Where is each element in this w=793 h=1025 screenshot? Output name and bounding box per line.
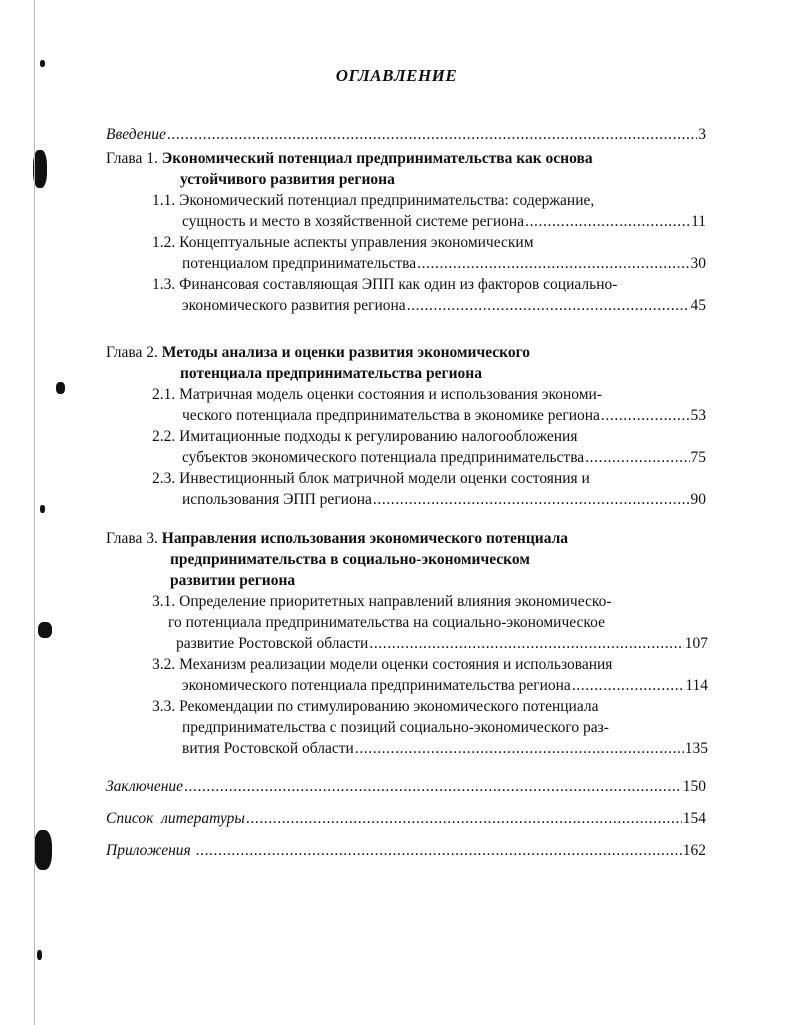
- chapter-2-heading[interactable]: [106, 342, 530, 363]
- section-text: Механизм реализации модели оценки состояния и использования: [179, 656, 613, 673]
- section-text: Матричная модель оценки состояния и использования экономи-: [179, 386, 603, 403]
- section-num: 2.3.: [152, 470, 176, 487]
- section-text: вития Ростовской области: [182, 740, 354, 757]
- chapter-title-cont: устойчивого развития региона: [180, 171, 395, 188]
- chapter-title-cont: предпринимательства в социально-экономическом: [170, 551, 530, 568]
- toc-label: Список литературы: [106, 810, 245, 827]
- toc-label: Приложения: [106, 842, 195, 859]
- section-text: развитие Ростовской области: [176, 635, 369, 652]
- toc-page: 154: [682, 810, 706, 827]
- section-3-1[interactable]: [152, 591, 612, 612]
- scan-mark: [38, 622, 52, 638]
- section-1-1[interactable]: [152, 190, 594, 211]
- page-title: ОГЛАВЛЕНИЕ: [335, 66, 458, 85]
- chapter-title: Экономический потенциал предпринимательства как основа: [161, 150, 593, 167]
- section-num: 1.2.: [152, 234, 176, 251]
- section-text: Имитационные подходы к регулированию налогообложения: [179, 428, 578, 445]
- chapter-prefix: Глава 1.: [106, 150, 158, 167]
- section-1-2-tail[interactable]: [182, 253, 706, 274]
- chapter-title: Направления использования экономического потенциала: [161, 530, 569, 547]
- section-3-2[interactable]: [152, 654, 612, 675]
- section-text: потенциалом предпринимательства: [182, 255, 417, 272]
- section-num: 1.1.: [152, 192, 176, 209]
- toc-entry-intro[interactable]: [106, 124, 706, 145]
- section-2-3-tail[interactable]: [182, 489, 706, 510]
- section-1-2[interactable]: [152, 232, 534, 253]
- toc-page: 162: [682, 842, 706, 859]
- section-1-3[interactable]: [152, 274, 617, 295]
- toc-page: 90: [690, 491, 706, 508]
- toc-entry-references[interactable]: [106, 808, 706, 829]
- toc-page: 11: [691, 213, 706, 230]
- section-text: Экономический потенциал предпринимательства: содержание,: [179, 192, 595, 209]
- section-text: Определение приоритетных направлений влияния экономическо-: [179, 593, 612, 610]
- toc-page: 107: [684, 635, 708, 652]
- section-text: предпринимательства с позиций социально-экономического раз-: [182, 719, 609, 736]
- section-text: использования ЭПП региона: [182, 491, 372, 508]
- toc-page: 150: [682, 778, 706, 795]
- scan-edge-line: [34, 0, 35, 1025]
- section-1-1-tail[interactable]: [182, 211, 706, 232]
- toc-label: Заключение: [106, 778, 184, 795]
- scan-mark: [40, 505, 45, 513]
- section-num: 1.3.: [152, 276, 176, 293]
- scan-mark: [34, 830, 52, 870]
- section-num: 3.3.: [152, 698, 176, 715]
- section-text: экономического развития региона: [182, 297, 406, 314]
- section-2-1-tail[interactable]: [182, 405, 706, 426]
- chapter-title: Методы анализа и оценки развития экономического: [161, 344, 531, 361]
- section-2-1[interactable]: [152, 384, 602, 405]
- section-2-2[interactable]: [152, 426, 578, 447]
- section-text: Инвестиционный блок матричной модели оценки состояния и: [179, 470, 590, 487]
- toc-page: 114: [685, 677, 708, 694]
- section-3-3-tail[interactable]: [182, 738, 708, 759]
- section-num: 2.2.: [152, 428, 176, 445]
- section-text: Рекомендации по стимулированию экономического потенциала: [179, 698, 599, 715]
- toc-page: 75: [690, 449, 706, 466]
- section-1-3-tail[interactable]: [182, 295, 706, 316]
- section-text: экономического потенциала предпринимательства региона: [182, 677, 571, 694]
- toc-page: 135: [684, 740, 708, 757]
- section-text: Финансовая составляющая ЭПП как один из факторов социально-: [179, 276, 618, 293]
- chapter-title-cont: развитии региона: [170, 572, 296, 589]
- toc-page: 45: [690, 297, 706, 314]
- scan-mark: [37, 950, 42, 960]
- section-2-2-tail[interactable]: [182, 447, 706, 468]
- toc-entry-appendices[interactable]: [106, 840, 706, 861]
- toc-label: Введение: [106, 126, 166, 143]
- scan-mark: [33, 150, 47, 188]
- section-3-3[interactable]: [152, 696, 598, 717]
- toc-entry-conclusion[interactable]: [106, 776, 706, 797]
- toc-page: 3: [698, 126, 706, 143]
- toc-page: 53: [690, 407, 706, 424]
- section-text: сущность и место в хозяйственной системе региона: [182, 213, 525, 230]
- chapter-1-heading[interactable]: [106, 148, 593, 169]
- toc-page: 30: [690, 255, 706, 272]
- section-num: 3.1.: [152, 593, 176, 610]
- chapter-title-cont: потенциала предпринимательства региона: [180, 365, 482, 382]
- chapter-prefix: Глава 3.: [106, 530, 158, 547]
- section-text: Концептуальные аспекты управления экономическим: [179, 234, 534, 251]
- section-text: ческого потенциала предпринимательства в экономике региона: [182, 407, 600, 424]
- section-3-1-tail[interactable]: [176, 633, 708, 654]
- section-num: 2.1.: [152, 386, 176, 403]
- section-2-3[interactable]: [152, 468, 590, 489]
- section-text: го потенциала предпринимательства на социально-экономическое: [168, 614, 605, 631]
- chapter-prefix: Глава 2.: [106, 344, 158, 361]
- section-text: субъектов экономического потенциала предпринимательства: [182, 449, 585, 466]
- chapter-3-heading[interactable]: [106, 528, 568, 549]
- section-3-2-tail[interactable]: [182, 675, 708, 696]
- scan-mark: [56, 382, 65, 394]
- section-num: 3.2.: [152, 656, 176, 673]
